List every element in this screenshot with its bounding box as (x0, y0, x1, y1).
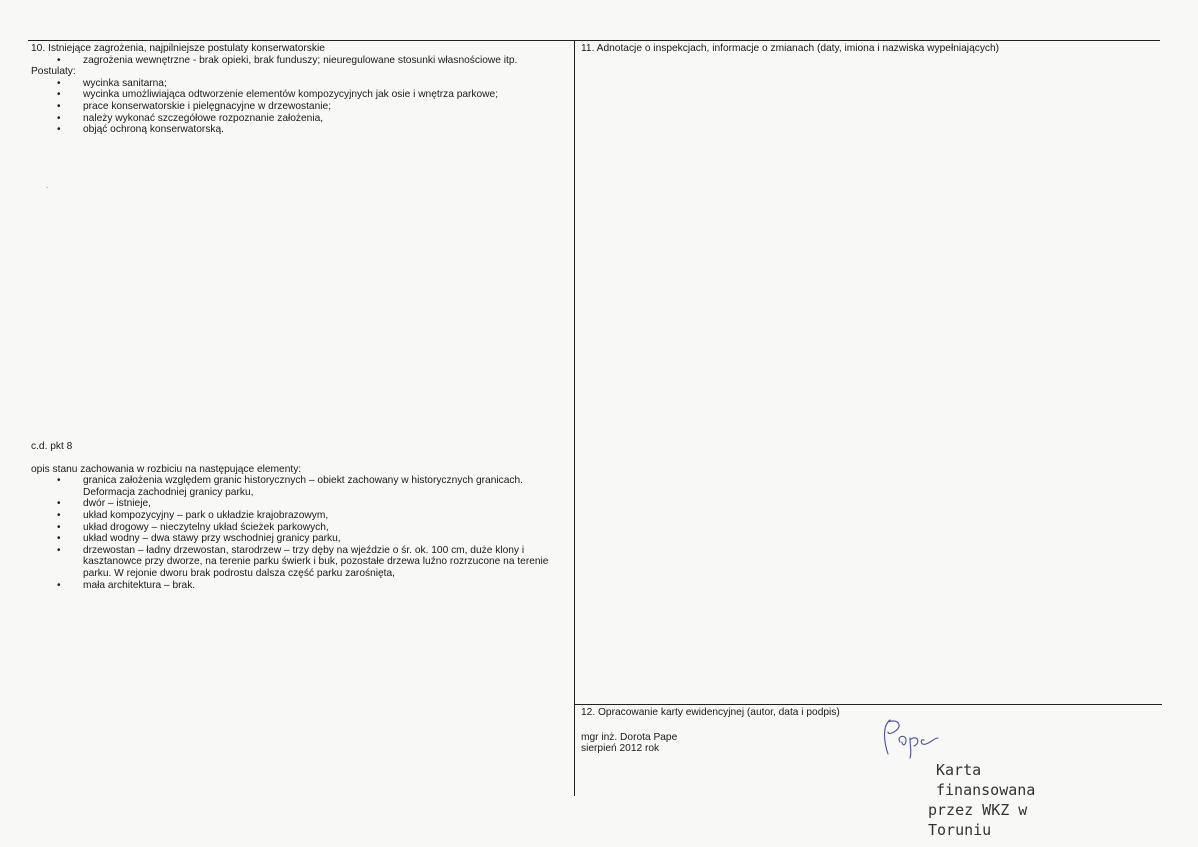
section12-heading: 12. Opracowanie karty ewidencyjnej (autor, data i podpis) (581, 707, 840, 718)
handwritten-signature (876, 712, 956, 762)
stray-mark: . (46, 181, 49, 190)
author-date: sierpień 2012 rok (581, 743, 660, 755)
top-rule (28, 40, 1160, 41)
threats-list (31, 55, 561, 67)
list-item: • drzewostan – ładny drzewostan, starodrzew – trzy dęby na wjeździe o śr. ok. 100 cm, duże klony i kasztanowce przy dworze, na terenie parku świerk i buk, pozostałe drzewa luźno rozrzucone na terenie parku. W rejonie dworu brak podrostu dalsza część parku zarośnięta, (31, 545, 561, 580)
list-item: • wycinka sanitarna; (31, 78, 561, 90)
continuation-heading: c.d. pkt 8 (31, 441, 73, 452)
section10 (31, 43, 561, 136)
stamp-line2: przez WKZ w Toruniu (928, 801, 1028, 839)
continuation-pkt8 (31, 441, 561, 591)
column-divider (574, 40, 575, 796)
continuation-intro: opis stanu zachowania w rozbiciu na następujące elementy: (31, 463, 302, 475)
list-item: • prace konserwatorskie i pielęgnacyjne w drzewostanie; (31, 101, 561, 113)
list-item: • granica założenia względem granic historycznych – obiekt zachowany w historycznych granicach. Deformacja zachodniej granicy parku, (31, 475, 561, 498)
section10-heading: 10. Istniejące zagrożenia, najpilniejsze postulaty konserwatorskie (31, 43, 325, 54)
funding-stamp (928, 760, 1088, 840)
author-name: mgr inż. Dorota Pape (581, 731, 678, 743)
list-item: • objąć ochroną konserwatorską. (31, 124, 561, 136)
section12-rule (575, 704, 1162, 705)
list-item: • zagrożenia wewnętrzne - brak opieki, brak funduszy; nieuregulowane stosunki własnościowe itp. (31, 55, 561, 67)
list-item: • układ drogowy – nieczytelny układ ścieżek parkowych, (31, 522, 561, 534)
section11 (581, 43, 1151, 55)
list-item: • układ kompozycyjny – park o układzie krajobrazowym, (31, 510, 561, 522)
list-item: • wycinka umożliwiająca odtworzenie elementów kompozycyjnych jak osie i wnętrza parkowe; (31, 89, 561, 101)
list-item: • układ wodny – dwa stawy przy wschodniej granicy parku, (31, 533, 561, 545)
list-item: • mała architektura – brak. (31, 580, 561, 592)
stamp-line1: Karta finansowana (936, 761, 1036, 799)
condition-list (31, 475, 561, 591)
postulates-list (31, 78, 561, 136)
section11-heading: 11. Adnotacje o inspekcjach, informacje o zmianach (daty, imiona i nazwiska wypełniających) (581, 43, 1000, 54)
list-item: • dwór – istnieje, (31, 498, 561, 510)
postulates-label: Postulaty: (31, 66, 76, 78)
list-item: • należy wykonać szczegółowe rozpoznanie założenia, (31, 113, 561, 125)
